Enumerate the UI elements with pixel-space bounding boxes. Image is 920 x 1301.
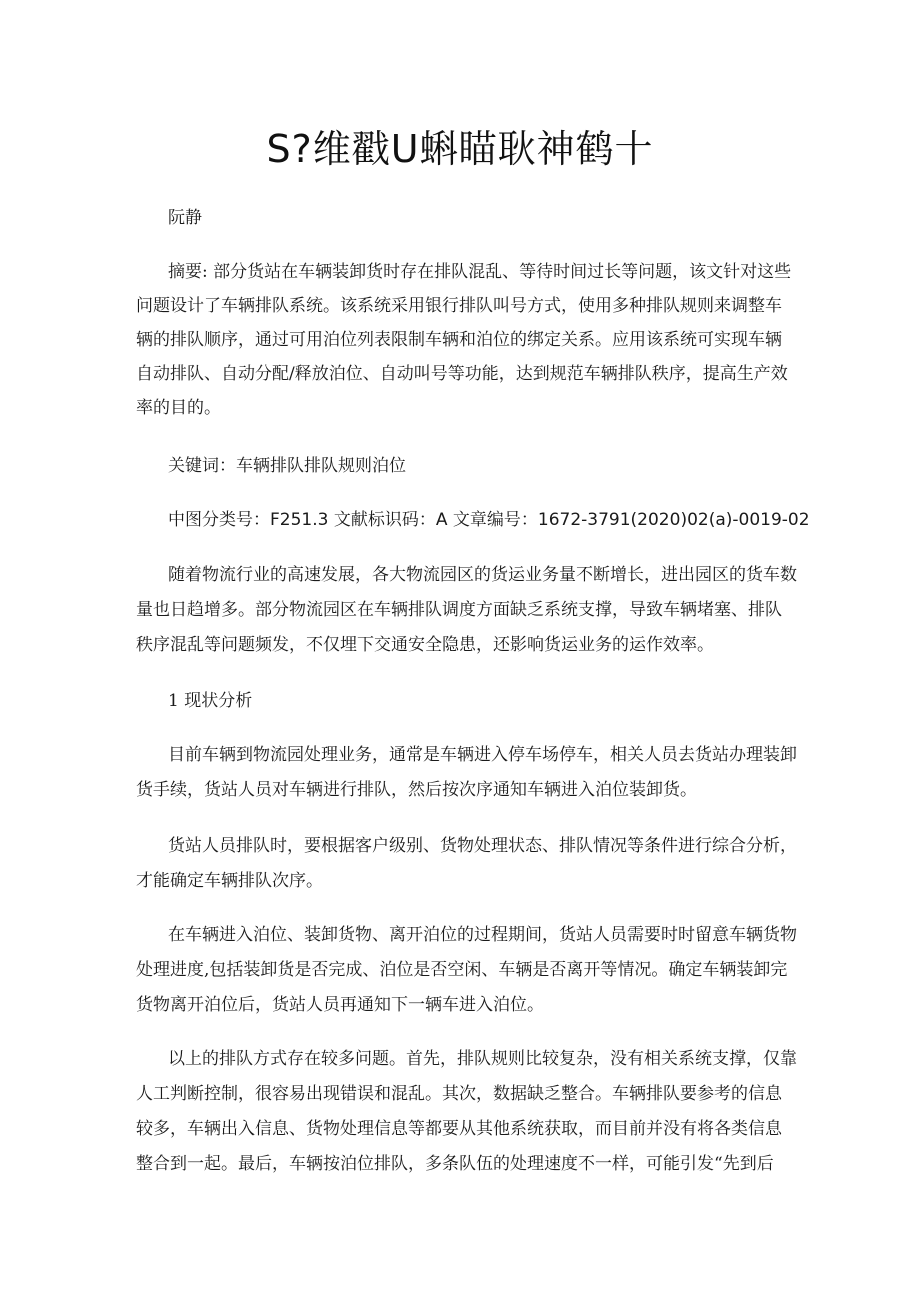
article-title: S?维戳U蝌瞄耿神鹤十 <box>266 127 654 171</box>
abstract-line: 率的目的。 <box>136 398 221 418</box>
keywords: 关键词：车辆排队排队规则泊位 <box>168 456 406 476</box>
paragraph-line: 量也日趋增多。部分物流园区在车辆排队调度方面缺乏系统支撑，导致车辆堵塞、排队 <box>136 600 782 620</box>
paragraph-line: 以上的排队方式存在较多问题。首先，排队规则比较复杂，没有相关系统支撑，仅靠 <box>168 1049 797 1069</box>
classification-numbers: 中图分类号：F251.3 文献标识码：A 文章编号：1672-3791(2020)02(a)-0019-02 <box>168 510 810 530</box>
paragraph-line: 才能确定车辆排队次序。 <box>136 871 323 891</box>
abstract-line: 摘要: 部分货站在车辆装卸货时存在排队混乱、等待时间过长等问题，该文针对这些 <box>168 262 792 282</box>
paragraph-line: 货物离开泊位后，货站人员再通知下一辆车进入泊位。 <box>136 995 544 1015</box>
author-name: 阮静 <box>168 208 202 228</box>
paragraph-line: 秩序混乱等问题频发，不仅埋下交通安全隐患，还影响货运业务的运作效率。 <box>136 635 714 655</box>
paragraph-line: 在车辆进入泊位、装卸货物、离开泊位的过程期间，货站人员需要时时留意车辆货物 <box>168 925 797 945</box>
section-heading: 1 现状分析 <box>168 691 253 711</box>
paragraph-line: 整合到一起。最后，车辆按泊位排队，多条队伍的处理速度不一样，可能引发“先到后 <box>136 1154 774 1174</box>
abstract-line: 自动排队、自动分配/释放泊位、自动叫号等功能，达到规范车辆排队秩序，提高生产效 <box>136 364 788 384</box>
paragraph-line: 较多，车辆出入信息、货物处理信息等都要从其他系统获取，而目前并没有将各类信息 <box>136 1119 782 1139</box>
paragraph-line: 人工判断控制，很容易出现错误和混乱。其次，数据缺乏整合。车辆排队要参考的信息 <box>136 1084 782 1104</box>
abstract-line: 辆的排队顺序，通过可用泊位列表限制车辆和泊位的绑定关系。应用该系统可实现车辆 <box>136 330 782 350</box>
paragraph-line: 处理进度,包括装卸货是否完成、泊位是否空闲、车辆是否离开等情况。确定车辆装卸完 <box>136 960 788 980</box>
abstract-line: 问题设计了车辆排队系统。该系统采用银行排队叫号方式，使用多种排队规则来调整车 <box>136 296 782 316</box>
paragraph-line: 货手续，货站人员对车辆进行排队，然后按次序通知车辆进入泊位装卸货。 <box>136 780 697 800</box>
paragraph-line: 货站人员排队时，要根据客户级别、货物处理状态、排队情况等条件进行综合分析， <box>168 836 797 856</box>
paragraph-line: 随着物流行业的高速发展，各大物流园区的货运业务量不断增长，进出园区的货车数 <box>168 565 797 585</box>
paragraph-line: 目前车辆到物流园处理业务，通常是车辆进入停车场停车，相关人员去货站办理装卸 <box>168 745 797 765</box>
